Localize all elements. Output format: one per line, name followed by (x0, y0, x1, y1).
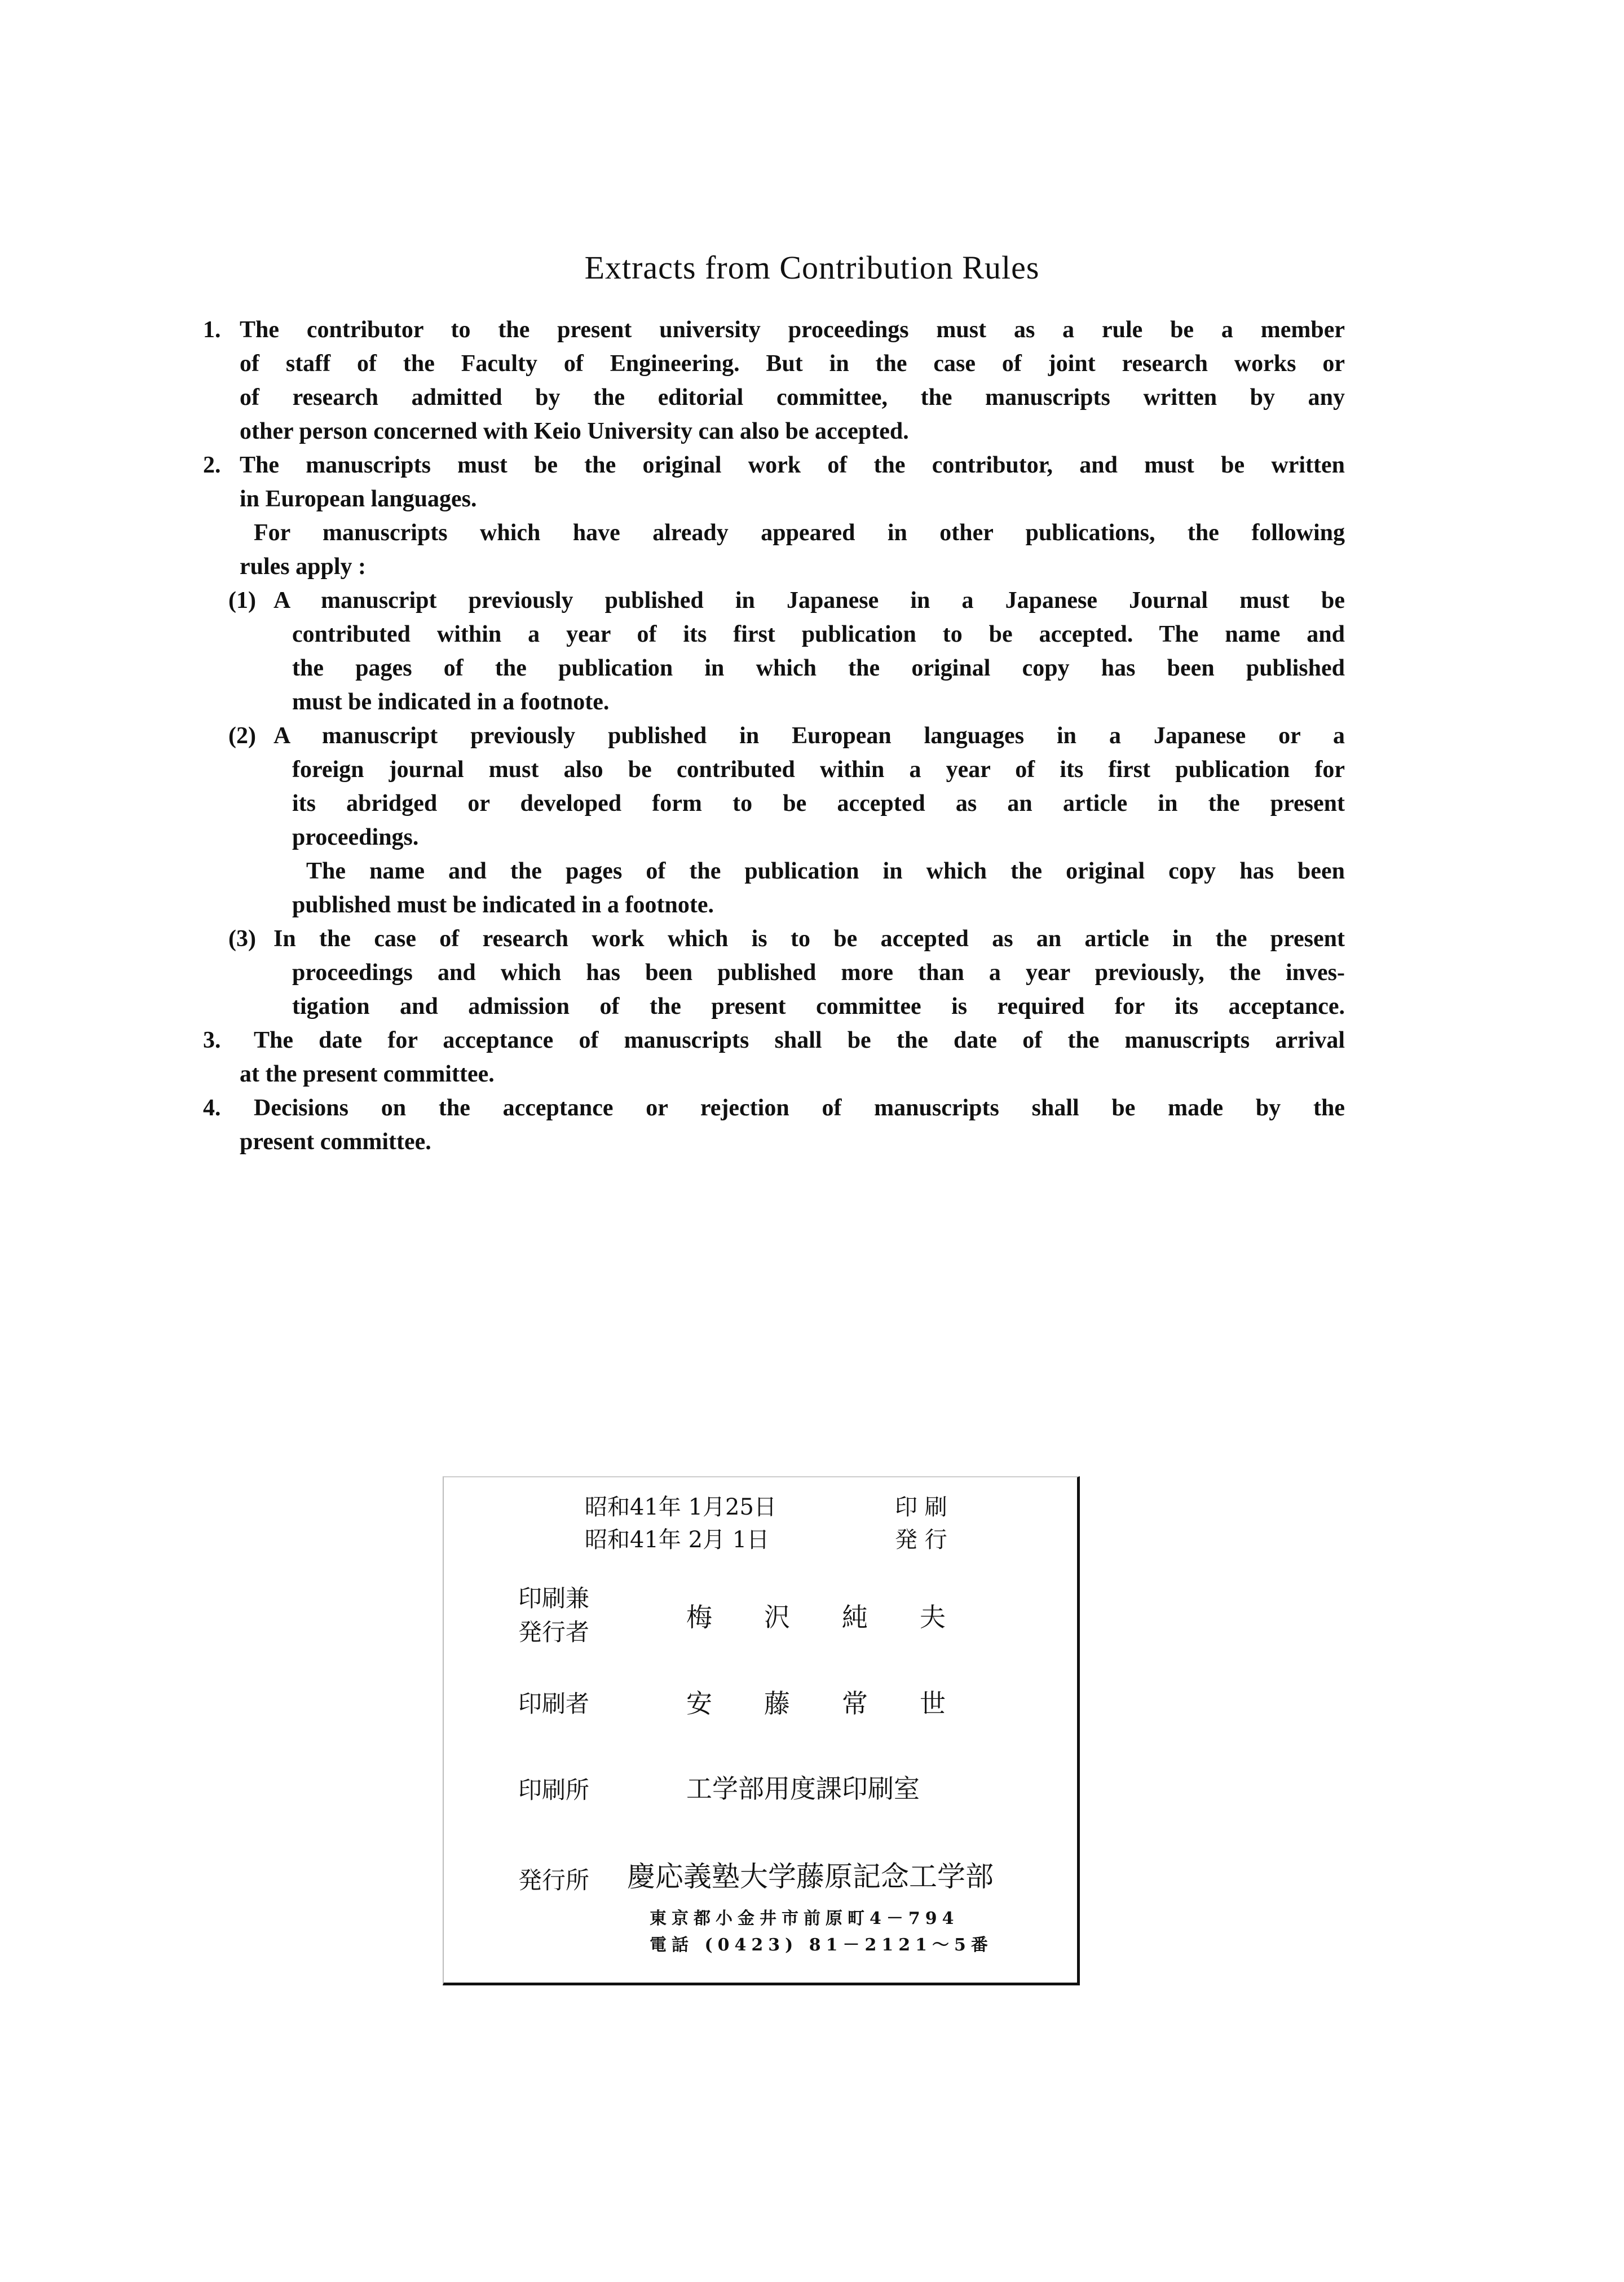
print-shop-label: 印刷所 (518, 1776, 590, 1804)
rule-line: Decisions on the acceptance or rejection of manuscripts shall be made by the (254, 1095, 1345, 1121)
rule-3 (203, 1023, 1345, 1091)
issue-label: 発 行 (895, 1527, 947, 1553)
issuer: 慶応義塾大学藤原記念工学部 (627, 1860, 994, 1893)
subrule-line: A manuscript previously published in European languages in a Japanese or a (273, 723, 1345, 749)
subrule-2 (203, 719, 1345, 922)
publisher-label: 発行者 (518, 1618, 590, 1646)
rule-number: 4. (203, 1095, 221, 1121)
rule-line: of research admitted by the editorial committee, the manuscripts written by any (240, 385, 1345, 411)
rule-line: The manuscripts must be the original work of the contributor, and must be written (240, 452, 1345, 478)
subrule-line: proceedings and which has been published more than a year previously, the inves- (292, 960, 1345, 986)
subrule-line: published must be indicated in a footnote. (292, 892, 714, 918)
rule-line: at the present committee. (240, 1061, 495, 1087)
print-date: 昭和41年 1月25日 (585, 1494, 776, 1520)
subrule-line: foreign journal must also be contributed within a year of its first publication for (292, 757, 1345, 783)
subrule-line: proceedings. (292, 824, 419, 850)
subrule-line: tigation and admission of the present committee is required for its acceptance. (292, 994, 1345, 1019)
subrule-number: (1) (228, 588, 256, 613)
subrule-line: must be indicated in a footnote. (292, 689, 610, 715)
subrule-3 (203, 922, 1345, 1023)
address: 東京都小金井市前原町4－794 (650, 1909, 959, 1928)
rule-number: 1. (203, 317, 221, 343)
rule-line: For manuscripts which have already appeared in other publications, the following (254, 520, 1345, 546)
subrule-line: the pages of the publication in which the original copy has been published (292, 655, 1345, 681)
colophon-box (443, 1476, 1080, 1985)
subrule-line: contributed within a year of its first publication to be accepted. The name and (292, 621, 1345, 647)
subrule-line: The name and the pages of the publication in which the original copy has been (306, 858, 1345, 884)
issue-date: 昭和41年 2月 1日 (585, 1527, 770, 1553)
page-title: Extracts from Contribution Rules (584, 249, 1040, 286)
rule-line: The contributor to the present university proceedings must as a rule be a member (240, 317, 1345, 343)
print-label: 印 刷 (895, 1494, 947, 1520)
subrule-line: A manuscript previously published in Japanese in a Japanese Journal must be (273, 588, 1345, 613)
rule-line: other person concerned with Keio University can also be accepted. (240, 418, 909, 444)
rule-line: of staff of the Faculty of Engineering. But in the case of joint research works or (240, 351, 1345, 377)
rule-1 (203, 313, 1345, 448)
subrule-number: (2) (228, 723, 256, 749)
rule-line: present committee. (240, 1129, 431, 1155)
printer-name: 安藤常世 (686, 1688, 998, 1719)
rule-number: 2. (203, 452, 221, 478)
subrule-number: (3) (228, 926, 256, 952)
rules-list (203, 313, 1345, 1159)
issuer-label: 発行所 (518, 1866, 590, 1894)
rule-line: in European languages. (240, 486, 477, 512)
print-shop: 工学部用度課印刷室 (686, 1773, 920, 1804)
rule-line: rules apply : (240, 554, 367, 580)
printer-label: 印刷者 (518, 1690, 590, 1718)
subrule-line: In the case of research work which is to be accepted as an article in the present (273, 926, 1345, 952)
rule-line: The date for acceptance of manuscripts shall be the date of the manuscripts arrival (254, 1027, 1345, 1053)
rule-2 (203, 448, 1345, 1023)
rule-number: 3. (203, 1027, 221, 1053)
subrule-line: its abridged or developed form to be accepted as an article in the present (292, 791, 1345, 816)
rule-4 (203, 1091, 1345, 1159)
subrule-1 (203, 584, 1345, 719)
phone: 電話 (0423) 81－2121～5番 (650, 1935, 993, 1955)
publisher-name: 梅沢純夫 (686, 1602, 998, 1632)
publisher-label: 印刷兼 (518, 1584, 590, 1612)
